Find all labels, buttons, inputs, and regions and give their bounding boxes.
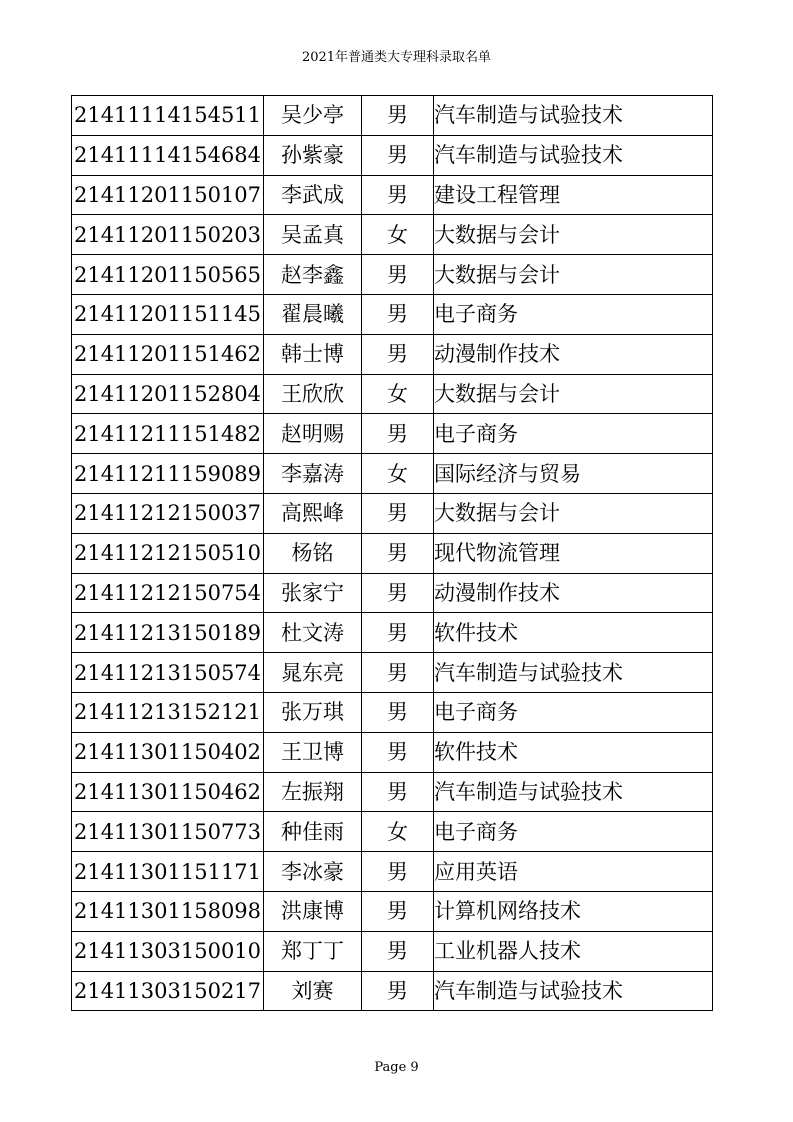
student-name-cell: 吴少亭 — [264, 96, 362, 136]
candidate-id-cell: 21411303150217 — [72, 971, 264, 1011]
gender-cell: 男 — [362, 255, 434, 295]
candidate-id-cell: 21411212150510 — [72, 533, 264, 573]
table-row — [72, 493, 713, 533]
gender-cell: 男 — [362, 493, 434, 533]
candidate-id-cell: 21411213150189 — [72, 613, 264, 653]
page-header-title: 2021年普通类大专理科录取名单 — [301, 50, 492, 65]
gender-cell: 男 — [362, 971, 434, 1011]
major-cell: 动漫制作技术 — [434, 334, 713, 374]
gender-cell: 男 — [362, 573, 434, 613]
table-row — [72, 414, 713, 454]
major-cell: 动漫制作技术 — [434, 573, 713, 613]
student-name-cell: 李武成 — [264, 175, 362, 215]
major-cell: 工业机器人技术 — [434, 931, 713, 971]
table-row — [72, 96, 713, 136]
table-row — [72, 533, 713, 573]
candidate-id-cell: 21411301150462 — [72, 772, 264, 812]
table-row — [72, 454, 713, 494]
gender-cell: 男 — [362, 891, 434, 931]
candidate-id-cell: 21411201152804 — [72, 374, 264, 414]
candidate-id-cell: 21411211159089 — [72, 454, 264, 494]
table-row — [72, 334, 713, 374]
candidate-id-cell: 21411211151482 — [72, 414, 264, 454]
table-row — [72, 852, 713, 892]
student-name-cell: 高熙峰 — [264, 493, 362, 533]
student-name-cell: 赵李鑫 — [264, 255, 362, 295]
major-cell: 大数据与会计 — [434, 493, 713, 533]
student-name-cell: 晁东亮 — [264, 653, 362, 693]
major-cell: 国际经济与贸易 — [434, 454, 713, 494]
major-cell: 电子商务 — [434, 294, 713, 334]
table-row — [72, 772, 713, 812]
table-row — [72, 215, 713, 255]
table-row — [72, 732, 713, 772]
gender-cell: 男 — [362, 852, 434, 892]
gender-cell: 女 — [362, 812, 434, 852]
gender-cell: 男 — [362, 135, 434, 175]
major-cell: 软件技术 — [434, 732, 713, 772]
major-cell: 汽车制造与试验技术 — [434, 971, 713, 1011]
student-name-cell: 张万琪 — [264, 692, 362, 732]
student-name-cell: 李冰豪 — [264, 852, 362, 892]
student-name-cell: 杨铭 — [264, 533, 362, 573]
major-cell: 汽车制造与试验技术 — [434, 135, 713, 175]
table-row — [72, 573, 713, 613]
candidate-id-cell: 21411114154511 — [72, 96, 264, 136]
table-row — [72, 294, 713, 334]
student-name-cell: 张家宁 — [264, 573, 362, 613]
table-row — [72, 255, 713, 295]
table-row — [72, 613, 713, 653]
gender-cell: 男 — [362, 334, 434, 374]
page-number: Page 9 — [374, 1060, 419, 1075]
gender-cell: 男 — [362, 772, 434, 812]
table-row — [72, 653, 713, 693]
major-cell: 电子商务 — [434, 692, 713, 732]
major-cell: 大数据与会计 — [434, 215, 713, 255]
candidate-id-cell: 21411201151462 — [72, 334, 264, 374]
table-row — [72, 931, 713, 971]
candidate-id-cell: 21411301150402 — [72, 732, 264, 772]
gender-cell: 男 — [362, 96, 434, 136]
gender-cell: 男 — [362, 414, 434, 454]
student-name-cell: 孙紫豪 — [264, 135, 362, 175]
candidate-id-cell: 21411201151145 — [72, 294, 264, 334]
student-name-cell: 李嘉涛 — [264, 454, 362, 494]
student-name-cell: 吴孟真 — [264, 215, 362, 255]
candidate-id-cell: 21411301150773 — [72, 812, 264, 852]
major-cell: 应用英语 — [434, 852, 713, 892]
major-cell: 电子商务 — [434, 414, 713, 454]
candidate-id-cell: 21411213152121 — [72, 692, 264, 732]
student-name-cell: 种佳雨 — [264, 812, 362, 852]
major-cell: 汽车制造与试验技术 — [434, 96, 713, 136]
admission-table-body — [72, 96, 713, 1011]
gender-cell: 男 — [362, 533, 434, 573]
gender-cell: 男 — [362, 175, 434, 215]
student-name-cell: 左振翔 — [264, 772, 362, 812]
major-cell: 大数据与会计 — [434, 374, 713, 414]
gender-cell: 男 — [362, 692, 434, 732]
candidate-id-cell: 21411201150107 — [72, 175, 264, 215]
major-cell: 软件技术 — [434, 613, 713, 653]
major-cell: 现代物流管理 — [434, 533, 713, 573]
gender-cell: 男 — [362, 732, 434, 772]
student-name-cell: 翟晨曦 — [264, 294, 362, 334]
major-cell: 计算机网络技术 — [434, 891, 713, 931]
major-cell: 汽车制造与试验技术 — [434, 772, 713, 812]
candidate-id-cell: 21411212150754 — [72, 573, 264, 613]
student-name-cell: 洪康博 — [264, 891, 362, 931]
gender-cell: 男 — [362, 294, 434, 334]
student-name-cell: 赵明赐 — [264, 414, 362, 454]
gender-cell: 女 — [362, 454, 434, 494]
student-name-cell: 王欣欣 — [264, 374, 362, 414]
gender-cell: 男 — [362, 931, 434, 971]
candidate-id-cell: 21411201150565 — [72, 255, 264, 295]
student-name-cell: 王卫博 — [264, 732, 362, 772]
student-name-cell: 刘赛 — [264, 971, 362, 1011]
major-cell: 建设工程管理 — [434, 175, 713, 215]
gender-cell: 女 — [362, 374, 434, 414]
table-row — [72, 135, 713, 175]
candidate-id-cell: 21411114154684 — [72, 135, 264, 175]
table-row — [72, 692, 713, 732]
major-cell: 汽车制造与试验技术 — [434, 653, 713, 693]
table-row — [72, 891, 713, 931]
candidate-id-cell: 21411301158098 — [72, 891, 264, 931]
candidate-id-cell: 21411303150010 — [72, 931, 264, 971]
gender-cell: 男 — [362, 653, 434, 693]
student-name-cell: 郑丁丁 — [264, 931, 362, 971]
table-row — [72, 175, 713, 215]
candidate-id-cell: 21411212150037 — [72, 493, 264, 533]
table-row — [72, 812, 713, 852]
candidate-id-cell: 21411301151171 — [72, 852, 264, 892]
major-cell: 大数据与会计 — [434, 255, 713, 295]
admission-table — [71, 95, 713, 1011]
candidate-id-cell: 21411201150203 — [72, 215, 264, 255]
gender-cell: 男 — [362, 613, 434, 653]
candidate-id-cell: 21411213150574 — [72, 653, 264, 693]
student-name-cell: 杜文涛 — [264, 613, 362, 653]
table-row — [72, 971, 713, 1011]
table-row — [72, 374, 713, 414]
gender-cell: 女 — [362, 215, 434, 255]
student-name-cell: 韩士博 — [264, 334, 362, 374]
major-cell: 电子商务 — [434, 812, 713, 852]
